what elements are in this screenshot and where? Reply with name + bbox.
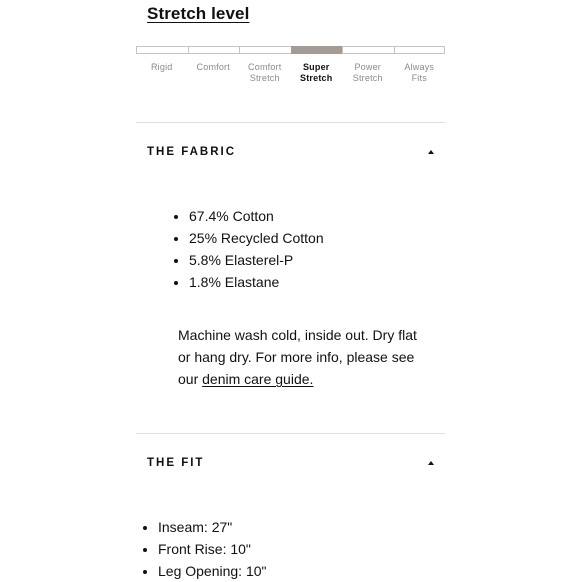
section-divider [136,433,445,434]
stretch-segment-bar [342,46,394,54]
stretch-segment-label: Always Fits [404,62,435,83]
stretch-level-rigid [136,46,188,84]
stretch-segment-label: Comfort [196,62,230,72]
stretch-level-scale [136,46,445,84]
list-item: • Front Rise: 10" [158,538,267,560]
stretch-segment-bar [239,46,291,54]
stretch-level-comfort-stretch [239,46,291,84]
stretch-segment-label: Comfort Stretch [248,62,282,83]
list-item: • 67.4% Cotton [189,205,324,227]
stretch-level-title: Stretch level [147,4,250,23]
caret-up-icon [428,150,434,154]
list-item: • Leg Opening: 10" [158,560,267,582]
list-item: • 25% Recycled Cotton [189,227,324,249]
fit-accordion-toggle[interactable] [147,457,435,469]
fabric-section-title: THE FABRIC [147,146,236,158]
care-instructions [178,324,428,390]
stretch-segment-label: Rigid [150,62,173,72]
stretch-segment-label-active: Super Stretch [300,62,333,83]
denim-care-guide-link[interactable]: denim care guide. [202,371,314,387]
fabric-composition-list [172,205,324,293]
stretch-segment-bar [394,46,446,54]
caret-up-icon [428,461,434,465]
stretch-segment-label: Power Stretch [352,62,383,83]
stretch-segment-bar [188,46,240,54]
list-item: • 5.8% Elasterel-P [189,249,324,271]
stretch-level-always-fits [394,46,446,84]
stretch-level-comfort [188,46,240,84]
stretch-segment-bar [136,46,188,54]
fit-section-title: THE FIT [147,457,205,469]
stretch-level-power-stretch [342,46,394,84]
fabric-accordion-toggle[interactable] [147,146,435,158]
stretch-segment-bar-active [291,46,343,54]
stretch-level-super-stretch [291,46,343,84]
care-text: Machine wash cold, inside out. Dry flat or hang dry. For more info, please see our [178,327,417,387]
fit-measurements-list [141,516,267,582]
list-item: • 1.8% Elastane [189,271,324,293]
section-divider [136,122,445,123]
list-item: • Inseam: 27" [158,516,267,538]
